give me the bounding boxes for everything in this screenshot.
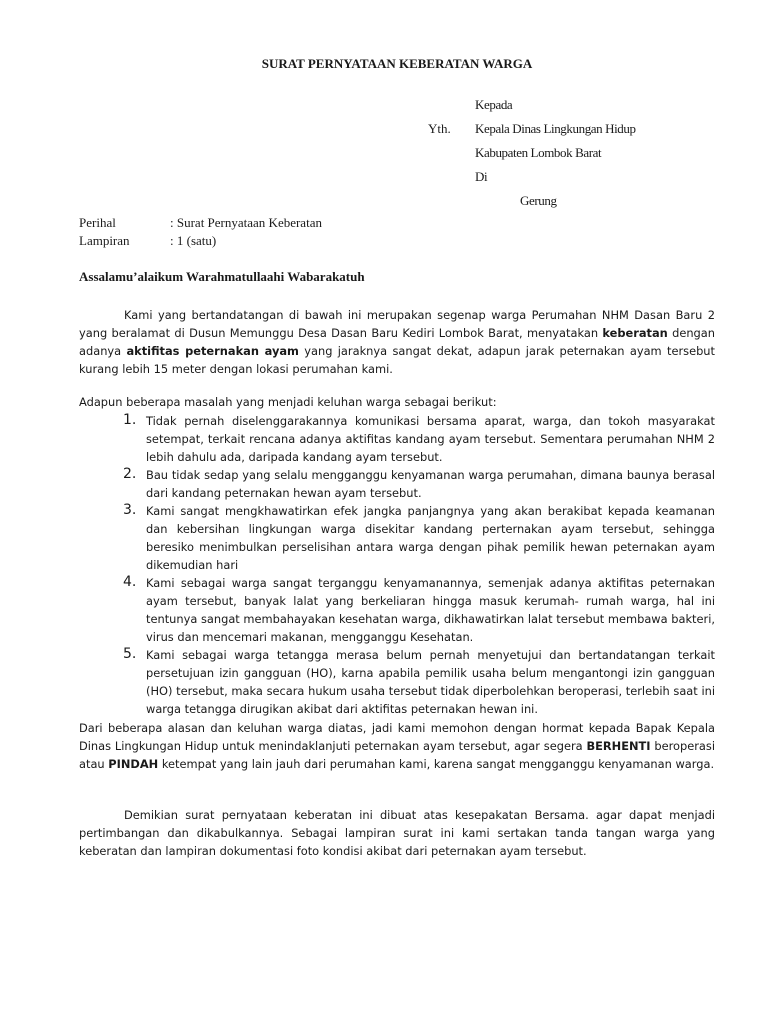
list-item <box>123 574 715 646</box>
recipient-block <box>428 96 718 216</box>
emphasis-pindah: PINDAH <box>108 757 159 771</box>
meta-key: Lampiran <box>79 233 130 248</box>
recipient-row-kepada <box>428 96 718 120</box>
recipient-kepada: Kepada <box>475 97 513 112</box>
complaints-list <box>123 412 715 718</box>
recipient-row-yth <box>428 120 718 144</box>
recipient-row-place <box>428 192 718 216</box>
recipient-row-line2 <box>428 144 718 168</box>
list-number: 4. <box>123 574 137 590</box>
recipient-yth-label: Yth. <box>428 121 451 136</box>
recipient-place: Gerung <box>520 193 557 208</box>
list-text: Kami sangat mengkhawatirkan efek jangka panjangnya yang akan berakibat kepada keamanan dan kebersihan lingkungan warga disekitar kandang perternakan ayam tersebut, sehingga beresiko menimbulkan perselisihan antara warga dengan pihak pemilik hewan peternakan ayam dikemudian hari <box>146 504 715 572</box>
paragraph-complaints-intro: Adapun beberapa masalah yang menjadi keluhan warga sebagai berikut: <box>79 395 497 409</box>
emphasis-keberatan: keberatan <box>602 326 668 340</box>
list-text: Bau tidak sedap yang selalu mengganggu kenyamanan warga perumahan, dimana baunya berasal dari kandang peternakan hewan ayam tersebut. <box>146 468 715 500</box>
list-item <box>123 412 715 466</box>
list-text: Kami sebagai warga tetangga merasa belum pernah menyetujui dan bertandatangan terkait persetujuan izin gangguan (HO), karna apabila pemilik usaha belum mengantongi izin gangguan (HO) tersebut, maka secara hukum usaha tersebut tidak diperbolehkan beroperasi, terlebih saat ini warga tetangga dirugikan akibat dari aktifitas peternakan hewan ini. <box>146 648 715 716</box>
meta-key: Perihal <box>79 215 116 230</box>
greeting: Assalamu’alaikum Warahmatullaahi Wabarakatuh <box>79 269 365 284</box>
emphasis-berhenti: BERHENTI <box>586 739 651 753</box>
letter-title: SURAT PERNYATAAN KEBERATAN WARGA <box>261 56 533 71</box>
list-item <box>123 646 715 718</box>
meta-row-lampiran <box>79 232 715 250</box>
paragraph-closing: Demikian surat pernyataan keberatan ini dibuat atas kesepakatan Bersama. agar dapat menjadi pertimbangan dan dikabulkannya. Sebagai lampiran surat ini kami sertakan tanda tangan warga yang keberatan dan lampiran dokumentasi foto kondisi akibat dari peternakan ayam tersebut. <box>79 808 715 858</box>
letter-meta <box>79 214 715 250</box>
list-item <box>123 466 715 502</box>
meta-value: : 1 (satu) <box>170 233 217 248</box>
recipient-di: Di <box>475 169 488 184</box>
list-number: 5. <box>123 646 137 662</box>
meta-value: : Surat Pernyataan Keberatan <box>170 215 322 230</box>
list-text: Kami sebagai warga sangat terganggu kenyamanannya, semenjak adanya aktifitas peternakan ayam tersebut, banyak lalat yang berkeliaran hingga masuk kerumah- rumah warga, hal ini tentunya sangat membahayakan kesehatan warga, dikhawatirkan lalat tersebut membawa bakteri, virus dan mencemari makanan, mengganggu Kesehatan. <box>146 576 715 644</box>
recipient-line2: Kabupaten Lombok Barat <box>475 145 602 160</box>
list-number: 3. <box>123 502 137 518</box>
meta-row-perihal <box>79 214 715 232</box>
emphasis-aktifitas: aktifitas peternakan ayam <box>126 344 299 358</box>
list-number: 2. <box>123 466 137 482</box>
recipient-line1: Kepala Dinas Lingkungan Hidup <box>475 121 636 136</box>
list-text: Tidak pernah diselenggarakannya komunikasi bersama aparat, warga, dan tokoh masyarakat setempat, terkait rencana adanya aktifitas kandang ayam tersebut. Sementara perumahan NHM 2 lebih dahulu ada, daripada kandang ayam tersebut. <box>146 414 715 464</box>
recipient-row-di <box>428 168 718 192</box>
list-item <box>123 502 715 574</box>
paragraph-request: Dari beberapa alasan dan keluhan warga diatas, jadi kami memohon dengan hormat kepada Bapak Kepala Dinas Lingkungan Hidup untuk menindaklanjuti peternakan ayam tersebut, agar segera BERHENTI beroperasi atau PINDAH ketempat yang lain jauh dari perumahan kami, karena sangat mengganggu kenyamanan warga. <box>79 721 716 771</box>
paragraph-statement: Kami yang bertandatangan di bawah ini merupakan segenap warga Perumahan NHM Dasan Baru 2 yang beralamat di Dusun Memunggu Desa Dasan Baru Kediri Lombok Barat, menyatakan keberatan dengan adanya aktifitas peternakan ayam yang jaraknya sangat dekat, adapun jarak peternakan ayam tersebut kurang lebih 15 meter dengan lokasi perumahan kami. <box>79 308 715 376</box>
list-number: 1. <box>123 412 137 428</box>
